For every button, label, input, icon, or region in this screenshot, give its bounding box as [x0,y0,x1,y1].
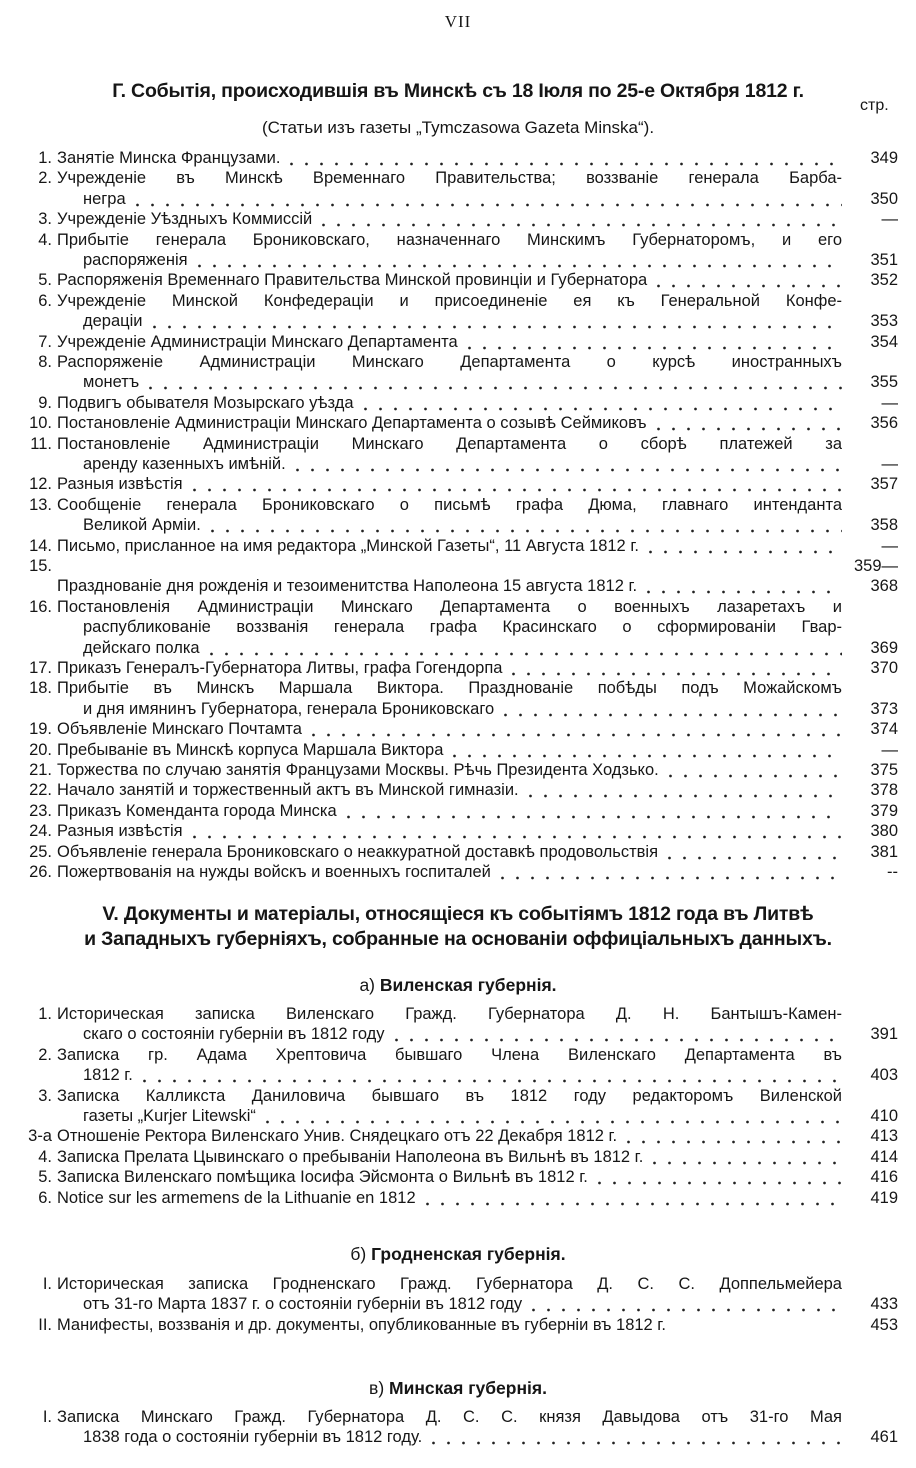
entry-title [57,1086,842,1127]
entry-title [57,862,842,882]
entry-title-line [57,413,842,433]
entry-title-text: аренду казенныхъ имѣній. [83,455,286,474]
entry-title-line [57,1045,842,1065]
entry-title-line [57,780,842,800]
entry-number: 15. [29,557,52,576]
entry-number: 24. [29,822,52,841]
entry-title-text: Записка Минскаго Гражд. Губернатора Д. С. С. князя Давыдова отъ 31-го Мая [57,1408,842,1426]
toc-entry [0,760,916,780]
entry-title-text: Объявленіе генерала Брониковскаго о неаккуратной доставкѣ продовольствія [57,842,659,861]
entry-title [57,332,842,352]
entry-page-number: 356 [870,414,898,433]
toc-entry [0,1188,916,1208]
dot-leader [192,250,842,270]
entry-title-text: Учрежденіе Уѣздныхъ Коммиссій [57,210,313,229]
entry-title-text: Приказъ Генералъ-Губернатора Литвы, графа Гогендорпа [57,659,503,678]
toc-entry [0,1147,916,1167]
entry-title-text: газеты „Kurjer Litewski“ [83,1106,256,1125]
dot-leader [284,148,842,168]
entry-number: 17. [29,659,52,678]
entry-number: 5. [38,271,52,290]
entry-page-number: — [881,536,898,555]
entry-title-line [57,699,842,719]
entry-title [57,393,842,413]
entry-title-line [57,332,842,352]
entry-title-line [57,189,842,209]
toc-entry [0,495,916,536]
entry-title-text: дейскаго полка [83,638,200,657]
dot-leader [662,842,842,862]
subsection-grodno-heading [0,1244,916,1265]
entry-title [57,1188,842,1208]
entry-page-number: 453 [870,1315,898,1334]
entry-title [57,291,842,332]
entry-title-text: Записка гр. Адама Хрептовича бывшаго Члена Виленскаго Департамента въ [57,1045,842,1064]
entry-title-line [57,1004,842,1024]
entry-title-text: Занятіе Минска Французами. [57,149,281,167]
entry-title-text: и дня имянинъ Губернатора, генерала Брониковскаго [83,699,495,718]
subsection-title: Виленская губернія. [379,975,557,995]
entry-number: 3-а [28,1127,52,1146]
entry-title-line [57,740,842,760]
entry-number: 9. [38,393,52,412]
entry-title-line [57,209,842,229]
entry-title-line [57,1427,842,1447]
toc-entry [0,1315,916,1335]
entry-number: 13. [29,495,52,514]
dot-leader [306,719,842,739]
entry-title-line [57,352,842,372]
entry-title-text: Учрежденіе Минской Конфедераціи и присоединеніе ея къ Генеральной Конфе- [57,291,842,310]
entry-title [57,842,842,862]
entry-title-text: 1812 г. [83,1066,133,1085]
toc-entry [0,678,916,719]
entry-title-line [57,719,842,739]
entry-title-text: Записка Прелата Цывинскаго о пребываніи Наполеона въ Вильнѣ въ 1812 г. [57,1147,644,1166]
entry-title-line [57,1294,842,1314]
entry-number: I. [42,1275,52,1293]
entry-title-text: Манифесты, воззванія и др. документы, опубликованные въ губерніи въ 1812 г. [57,1315,666,1334]
entry-page-number: 351 [870,251,898,269]
entry-page-number: 433 [870,1295,898,1314]
entry-page-number: 374 [870,720,898,739]
dot-leader [187,821,842,841]
entry-title [57,168,842,209]
entry-page-number: 379 [870,801,898,820]
dot-leader [316,209,842,229]
toc-entry [0,291,916,332]
entry-title-line [57,454,842,474]
entry-page-number: 355 [870,373,898,392]
toc-entry [0,1274,916,1315]
entry-number: 4. [38,1147,52,1166]
entry-title [57,678,842,719]
entry-title [57,780,842,800]
dot-leader [290,454,842,474]
entry-title [57,576,842,596]
entry-title [57,1274,842,1315]
toc-entry [0,1407,916,1448]
subsection-title: Гродненская губернія. [371,1244,566,1264]
entry-number: 3. [38,210,52,229]
dot-leader [495,862,842,882]
entry-number: 18. [29,679,52,698]
toc-entry [0,352,916,393]
entry-title-text: Торжества по случаю занятія Французами Москвы. Рѣчь Президента Ходзько. [57,761,659,780]
entry-title-line [57,617,842,637]
entry-title [57,474,842,494]
entry-title-line [57,678,842,698]
dot-leader [389,1024,842,1044]
entry-title [57,719,842,739]
dot-leader [462,332,842,352]
entry-title-line [57,393,842,413]
entry-title [57,1167,842,1187]
entry-title-line [57,760,842,780]
dot-leader [663,760,842,780]
dot-leader [205,515,842,535]
toc-entry [0,148,916,168]
dot-leader [341,801,842,821]
dot-leader [130,189,842,209]
entry-number: 21. [29,761,52,780]
toc-entry [0,556,916,597]
entry-title-text: негра [83,189,126,208]
entry-page-number: 381 [870,842,898,861]
entry-title [57,740,842,760]
dot-leader [641,576,842,596]
entry-page-number: 349 [870,149,898,167]
entry-title [57,821,842,841]
dot-leader [506,658,842,678]
entry-page-number: — [881,740,898,759]
entry-number: 23. [29,801,52,820]
entry-page-number: 373 [870,699,898,718]
toc-entry [0,719,916,739]
dot-leader [358,393,842,413]
entry-title-line [57,1024,842,1044]
toc-entry [0,536,916,556]
entry-title [57,413,842,433]
toc-entry [0,332,916,352]
entry-page-number: 354 [870,332,898,351]
entry-title-text: Учрежденіе Администраціи Минскаго Департамента [57,332,458,351]
entry-title [57,434,842,475]
entry-page-number: 413 [870,1127,898,1146]
entry-page-number: 359—368 [853,557,898,596]
entry-page-number: 403 [870,1066,898,1085]
entry-title-line [57,270,842,290]
entry-number: 26. [29,863,52,882]
entry-title [57,230,842,271]
toc-entry [0,1126,916,1146]
toc-entry [0,209,916,229]
entry-title-text: распоряженія [83,251,188,269]
entry-title-line [57,311,842,331]
entry-title-line [57,1315,842,1335]
entry-number: 1. [38,1005,52,1023]
entry-page-number: 350 [870,189,898,208]
entry-page-number: 375 [870,761,898,780]
entry-number: 2. [38,169,52,188]
entry-title-text: скаго о состояніи губерніи въ 1812 году [83,1025,385,1044]
entry-title [57,1126,842,1146]
entry-title-text: Учрежденіе въ Минскѣ Временнаго Правительства; воззваніе генерала Барба- [57,169,842,188]
entry-title-line [57,536,842,556]
entry-title-line [57,474,842,494]
entry-page-number: -- [887,863,898,882]
entry-title-line [57,1274,842,1294]
toc-entry [0,474,916,494]
section-g-subtitle: (Статьи изъ газеты „Tymczasowa Gazeta Minska“). [261,118,655,137]
entry-title-text: Прибытіе въ Минскъ Маршала Виктора. Празднованіе побѣды подъ Можайскомъ [57,679,842,698]
entry-page-number: 353 [870,312,898,331]
subsection-minsk-heading [0,1378,916,1399]
entry-title [57,148,842,168]
entry-title-line [57,597,842,617]
entry-title [57,597,842,658]
entry-title-text: распубликованіе воззванія генерала графа Красинскаго о сформированіи Гвар- [83,618,842,637]
entry-title-text: Распоряженіе Администраціи Минскаго Департамента о курсѣ иностранныхъ [57,353,842,372]
toc-list-vilna [0,1004,916,1208]
entry-page-number: — [881,455,898,474]
entry-number: 4. [38,230,52,249]
entry-number: 16. [29,597,52,616]
entry-title-line [57,1188,842,1208]
entry-title-text: Разныя извѣстія [57,475,183,494]
entry-title-text: Постановленіе Администраціи Минскаго Департамента о созывѣ Сеймиковъ [57,414,647,433]
dot-leader [670,1315,842,1335]
entry-title [57,270,842,290]
entry-title-text: Объявленіе Минскаго Почтамта [57,720,302,739]
entry-title-line [57,638,842,658]
dot-leader [498,699,842,719]
entry-title-text: Начало занятій и торжественный актъ въ Минской гимназіи. [57,781,519,800]
entry-title-text: 1838 года о состояніи губерніи въ 1812 году. [83,1428,423,1447]
entry-title [57,1315,842,1335]
entry-page-number: — [881,210,898,229]
dot-leader [426,1427,842,1447]
toc-entry [0,740,916,760]
dot-leader [647,1147,842,1167]
entry-title-line [57,1065,842,1085]
subsection-vilna-heading [0,975,916,996]
entry-number: I. [42,1408,52,1426]
dot-leader [137,1065,842,1085]
entry-title-line [57,434,842,454]
entry-title-line [57,250,842,270]
toc-entry [0,780,916,800]
toc-entry [0,393,916,413]
entry-page-number: 410 [870,1106,898,1125]
entry-title-text: Постановленіе Администраціи Минскаго Департамента о сборѣ платежей за [57,434,842,453]
toc-entry [0,230,916,271]
entry-title [57,1045,842,1086]
entry-number: 14. [29,536,52,555]
toc-list-grodno [0,1274,916,1335]
page-number-roman: VII [444,12,472,31]
entry-title-line [57,658,842,678]
entry-title-text: Историческая записка Виленскаго Гражд. Губернатора Д. Н. Бантышъ-Камен- [57,1005,842,1023]
dot-leader [143,372,842,392]
entry-page-number: 370 [870,659,898,678]
toc-entry [0,434,916,475]
entry-title [57,801,842,821]
dot-leader [621,1126,842,1146]
entry-number: 5. [38,1168,52,1187]
entry-title-line [57,862,842,882]
subsection-title: Минская губернія. [389,1378,547,1398]
entry-title-line [57,148,842,168]
entry-title [57,209,842,229]
entry-number: 6. [38,1188,52,1207]
entry-title-text: Разныя извѣстія [57,822,183,841]
dot-leader [447,740,842,760]
entry-title-line [57,1147,842,1167]
entry-title-text: Приказъ Коменданта города Минска [57,801,337,820]
toc-entry [0,413,916,433]
entry-title-text: Пожертвованія на нужды войскъ и военныхъ госпиталей [57,863,491,882]
entry-title-text: Записка Калликста Даниловича бывшаго въ 1812 году редакторомъ Виленской [57,1086,842,1105]
entry-page-number: 378 [870,781,898,800]
entry-title-line [57,372,842,392]
entry-title-text: Постановленія Администраціи Минскаго Департамента о военныхъ лазаретахъ и [57,597,842,616]
entry-title-line [57,576,842,596]
entry-page-number: 419 [870,1188,898,1207]
dot-leader [523,780,842,800]
section-g-title: Г. Событія, происходившія въ Минскѣ съ 18 Іюля по 25-е Октября 1812 г. [112,80,804,102]
entry-title-line [57,168,842,188]
toc-entry [0,1086,916,1127]
entry-title-text: Notice sur les armemens de la Lithuanie en 1812 [57,1188,416,1207]
entry-title [57,495,842,536]
entry-number: 8. [38,353,52,372]
entry-number: 3. [38,1086,52,1105]
entry-page-number: 461 [870,1428,898,1447]
entry-title-line [57,801,842,821]
dot-leader [526,1294,842,1314]
entry-title-text: Сообщеніе генерала Брониковскаго о письмѣ графа Дюма, главнаго интенданта [57,495,842,514]
entry-title [57,658,842,678]
subsection-prefix: б) [350,1244,367,1264]
dot-leader [592,1167,842,1187]
toc-entry [0,597,916,658]
entry-title-text: дераціи [83,312,143,331]
entry-title-text: отъ 31-го Марта 1837 г. о состояніи губерніи въ 1812 году [83,1295,523,1314]
entry-number: II. [38,1315,52,1334]
dot-leader [643,536,842,556]
toc-list-minsk [0,1407,916,1448]
entry-page-number: — [881,393,898,412]
entry-page-number: 369 [870,638,898,657]
entry-number: 19. [29,720,52,739]
entry-title-line [57,842,842,862]
entry-title-line [57,291,842,311]
entry-number: 20. [29,740,52,759]
entry-title-line [57,495,842,515]
toc-entry [0,270,916,290]
entry-page-number: 380 [870,822,898,841]
entry-title [57,1147,842,1167]
entry-page-number: 357 [870,475,898,494]
dot-leader [187,474,842,494]
entry-number: 25. [29,842,52,861]
entry-title [57,1004,842,1045]
page-column-label: стр. [860,97,889,114]
subsection-prefix: в) [369,1378,385,1398]
dot-leader [204,638,842,658]
toc-entry [0,1167,916,1187]
entry-title-line [57,515,842,535]
entry-number: 10. [29,414,52,433]
entry-title-line [57,1407,842,1427]
entry-title-text: Подвигъ обывателя Мозырскаго уѣзда [57,393,354,412]
toc-entry [0,658,916,678]
dot-leader [147,311,843,331]
entry-page-number: 391 [870,1025,898,1044]
toc-entry [0,842,916,862]
entry-title-text: Великой Арміи. [83,516,201,535]
entry-title [57,536,842,556]
entry-title [57,1407,842,1448]
toc-entry [0,862,916,882]
toc-list-section-g [0,148,916,882]
entry-page-number: 416 [870,1168,898,1187]
entry-title-text: монетъ [83,373,140,392]
dot-leader [651,413,842,433]
toc-entry [0,168,916,209]
entry-title-line [57,821,842,841]
entry-number: 22. [29,781,52,800]
entry-title-line [57,1086,842,1106]
entry-title-line [57,230,842,250]
toc-entry [0,801,916,821]
entry-title-text: Пребываніе въ Минскѣ корпуса Маршала Виктора [57,740,444,759]
entry-title-text: Историческая записка Гродненскаго Гражд. Губернатора Д. С. С. Доппельмейера [57,1275,842,1293]
entry-title [57,760,842,780]
entry-number: 1. [38,149,52,167]
dot-leader [420,1188,842,1208]
section-v-title-line1: V. Документы и матеріалы, относящіеся къ событіямъ 1812 года въ Литвѣ [102,903,814,925]
toc-entry [0,1004,916,1045]
toc-entry [0,1045,916,1086]
entry-number: 12. [29,475,52,494]
entry-page-number: 414 [870,1147,898,1166]
entry-number: 7. [38,332,52,351]
entry-title-line [57,1167,842,1187]
entry-title-text: Отношеніе Ректора Виленскаго Унив. Снядецкаго отъ 22 Декабря 1812 г. [57,1127,618,1146]
entry-number: 11. [30,434,52,453]
entry-number: 2. [38,1045,52,1064]
subsection-prefix: а) [359,975,376,995]
toc-entry [0,821,916,841]
entry-title-text: Письмо, присланное на имя редактора „Минской Газеты“, 11 Августа 1812 г. [57,536,639,555]
entry-title-text: Записка Виленскаго помѣщика Іосифа Эйсмонта о Вильнѣ въ 1812 г. [57,1168,588,1187]
section-v-title-line2: и Западныхъ губерніяхъ, собранные на основаніи оффиціальныхъ данныхъ. [84,928,832,950]
entry-page-number: 358 [870,516,898,535]
entry-title [57,352,842,393]
entry-title-text: Празднованіе дня рожденія и тезоименитства Наполеона 15 августа 1812 г. [57,577,638,596]
entry-page-number: 352 [870,271,898,290]
entry-title-line [57,1106,842,1126]
entry-title-line [57,1126,842,1146]
dot-leader [260,1106,842,1126]
entry-title-text: Прибытіе генерала Брониковскаго, назначеннаго Минскимъ Губернаторомъ, и его [57,230,842,249]
entry-title-text: Распоряженія Временнаго Правительства Минской провинціи и Губернатора [57,271,648,290]
dot-leader [651,270,842,290]
entry-number: 6. [38,291,52,310]
